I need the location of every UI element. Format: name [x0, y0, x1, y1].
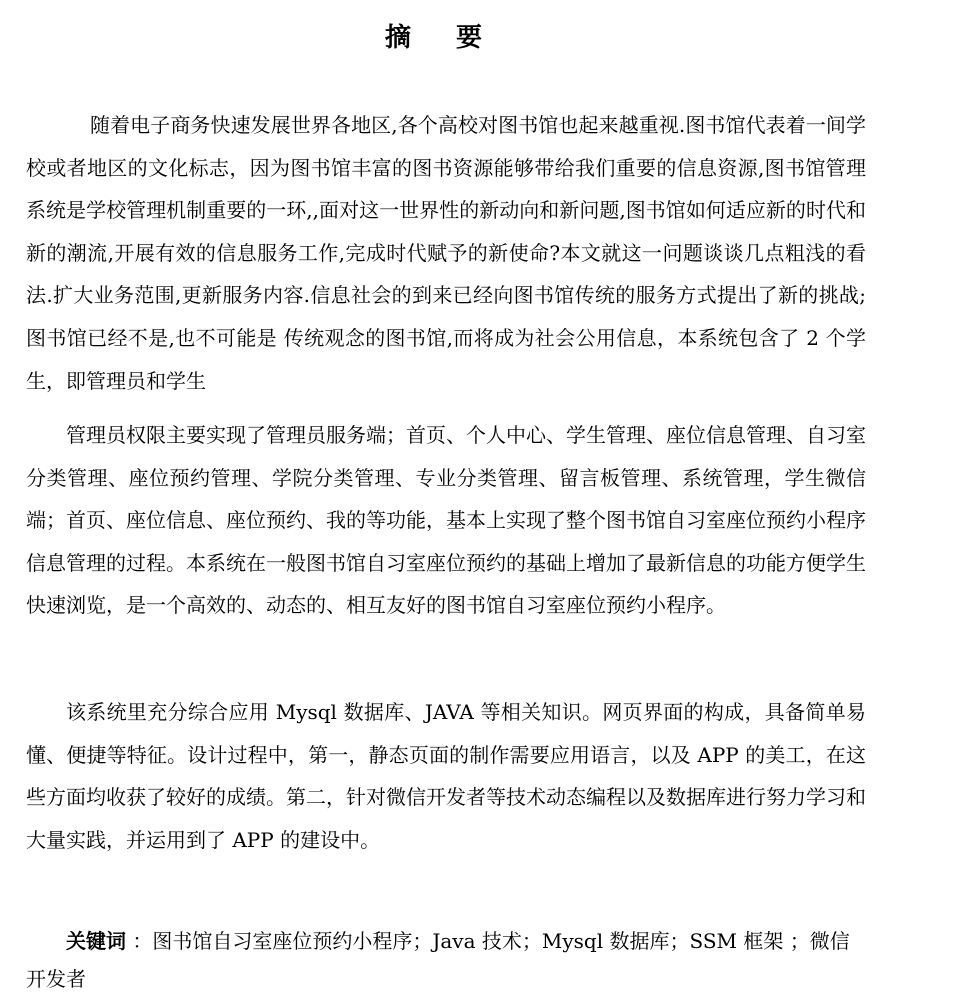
- abstract-title: 摘 要: [384, 23, 501, 53]
- abstract-paragraph-1: 随着电子商务快速发展世界各地区,各个高校对图书馆也起来越重视.图书馆代表着一间学校或者地区的文化标志，因为图书馆丰富的图书资源能够带给我们重要的信息资源,图书馆管理系统是学校管理机制重要的一环,,面对这一世界性的新动向和新问题,图书馆如何适应新的时代和新的潮流,开展有效的信息服务工作,完成时代赋予的新使命?本文就这一问题谈谈几点粗浅的看法.扩大业务范围,更新服务内容.信息社会的到来已经向图书馆传统的服务方式提出了新的挑战;图书馆已经不是,也不可能是 传统观念的图书馆,而将成为社会公用信息，本系统包含了 2 个学生，即管理员和学生: [26, 113, 866, 393]
- keywords-text: ：图书馆自习室座位预约小程序；Java 技术；Mysql 数据库；SSM 框架 ；微信开发者: [26, 929, 850, 991]
- abstract-paragraph-3: 该系统里充分综合应用 Mysql 数据库、JAVA 等相关知识。网页界面的构成，具备简单易懂、便捷等特征。设计过程中，第一，静态页面的制作需要应用语言，以及 APP 的美工，在这些方面均收获了较好的成绩。第二，针对微信开发者等技术动态编程以及数据库进行努力学习和大量实践，并运用到了 APP 的建设中。: [26, 700, 866, 852]
- keywords-line: [26, 922, 866, 998]
- abstract-paragraph-2: 管理员权限主要实现了管理员服务端；首页、个人中心、学生管理、座位信息管理、自习室分类管理、座位预约管理、学院分类管理、专业分类管理、留言板管理、系统管理，学生微信端；首页、座位信息、座位预约、我的等功能，基本上实现了整个图书馆自习室座位预约小程序信息管理的过程。本系统在一般图书馆自习室座位预约的基础上增加了最新信息的功能方便学生快速浏览，是一个高效的、动态的、相互友好的图书馆自习室座位预约小程序。: [26, 423, 866, 618]
- keywords-label: 关键词: [66, 929, 126, 953]
